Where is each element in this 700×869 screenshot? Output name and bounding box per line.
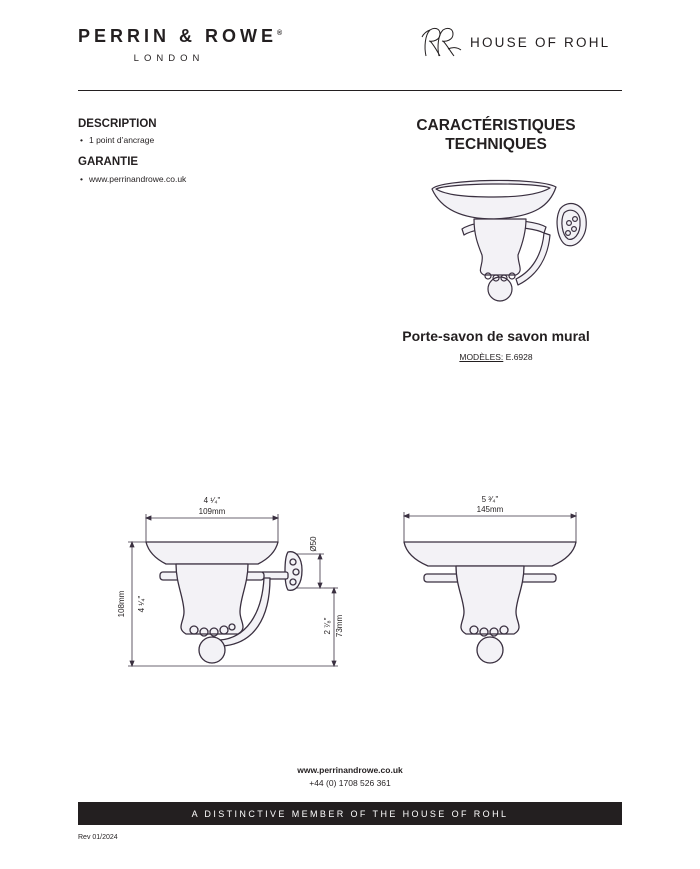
specs-title-line-1: CARACTÉRISTIQUES: [416, 117, 576, 134]
footer-tagline-bar: [78, 802, 622, 825]
rohl-monogram-icon: [420, 25, 464, 59]
footer-website[interactable]: www.perrinandrowe.co.uk: [297, 765, 403, 775]
models-line: [386, 352, 606, 362]
brand-logo-perrin-rowe: [78, 26, 300, 64]
revision-label: Rev 01/2024: [78, 834, 118, 841]
front-width-in: 5 ³⁄₄": [481, 495, 499, 504]
brand-location: LONDON: [133, 53, 205, 64]
warranty-item: • www.perrinandrowe.co.uk: [80, 174, 186, 184]
projection-in: 2 ⁷⁄₈": [323, 617, 332, 635]
front-width-mm: 145mm: [476, 505, 504, 514]
header-divider: [78, 90, 622, 91]
specs-title-line-2: TECHNIQUES: [445, 136, 547, 153]
projection-mm: 73mm: [335, 614, 344, 638]
rose-diameter: Ø50: [309, 536, 318, 552]
side-width-mm: 109mm: [198, 507, 226, 516]
description-item: • 1 point d’ancrage: [80, 135, 154, 145]
brand-logo-house-of-rohl: [420, 24, 610, 60]
models-label: MODÈLES:: [459, 352, 504, 362]
models-value: E.6928: [505, 352, 533, 362]
footer-phone: +44 (0) 1708 526 361: [309, 778, 391, 788]
product-illustration: [418, 175, 598, 315]
side-view-drawing: [117, 488, 360, 678]
side-height-in: 4 ¹⁄₄": [137, 595, 146, 613]
side-height-mm: 108mm: [117, 590, 126, 618]
product-name: Porte-savon de savon mural: [402, 328, 590, 344]
description-heading: DESCRIPTION: [78, 118, 157, 130]
house-brand-name: HOUSE OF ROHL: [470, 34, 611, 50]
brand-name: PERRIN & ROWE®: [78, 26, 283, 46]
footer-tagline: A DISTINCTIVE MEMBER OF THE HOUSE OF ROHL: [191, 808, 509, 819]
front-view-drawing: [396, 488, 586, 668]
specs-title: [396, 116, 596, 154]
warranty-heading: GARANTIE: [78, 156, 139, 168]
side-width-in: 4 ¹⁄₄": [203, 496, 221, 505]
